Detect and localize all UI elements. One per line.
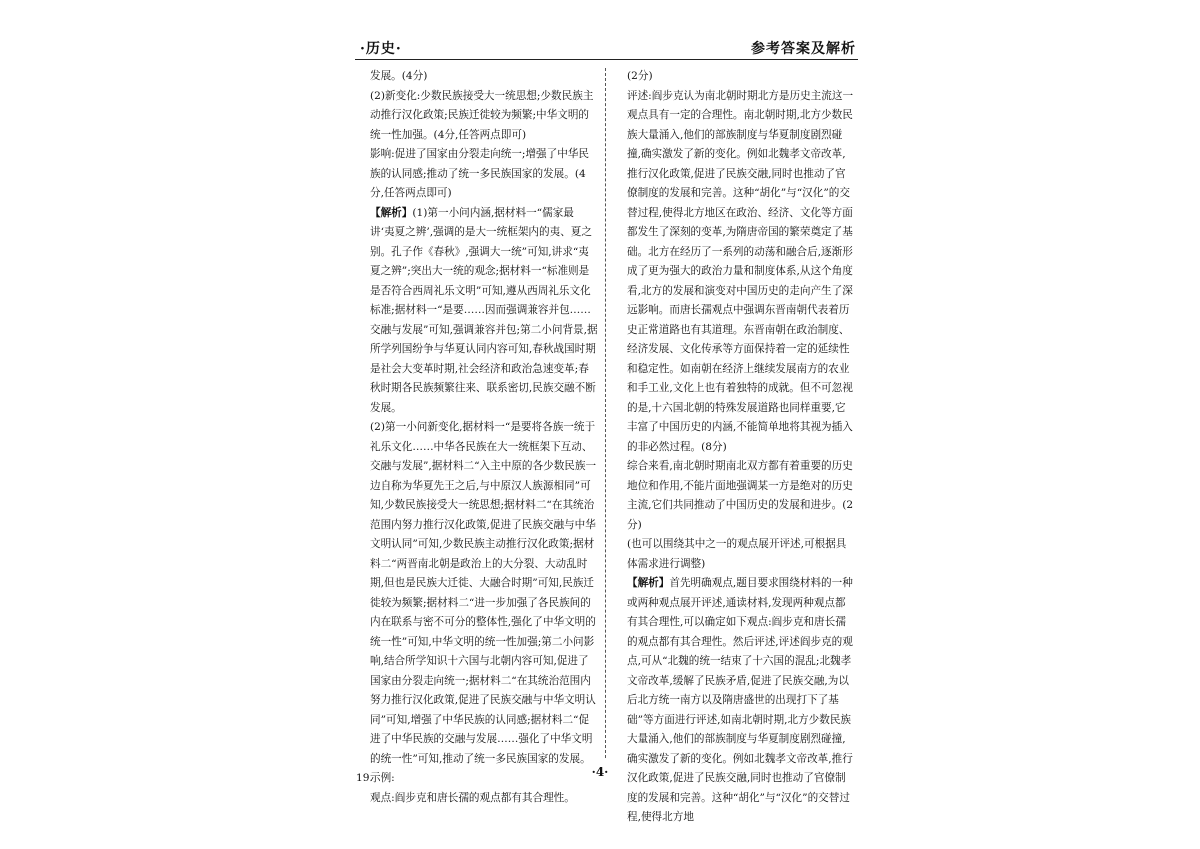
analysis-paragraph: (2)第一小问新变化,据材料一“是要将各族一统于礼乐文化……中华各民族在大一统框架下互动、交融与发展”,据材料二“入主中原的各少数民族一边自称为华夏先王之后,与中原汉人族源相同”可知,少数民族接受大一统思想;据材料二“在其统治范围内努力推行汉化政策,促进了民族交融与中华文明认同”可知,少数民族主动推行汉化政策;据材料二“两晋南北朝是政治上的大分裂、大动乱时期,但也是民族大迁徙、大融合时期”可知,民族迁徙较为频繁;据材料二“进一步加强了各民族间的内在联系与密不可分的整体性,强化了中华文明的统一性”可知,中华文明的统一性加强;第二小问影响,结合所学知识十六国与北朝内容可知,促进了国家由分裂走向统一;据材料二“在其统治范围内努力推行汉化政策,促进了民族交融与中华文明认同”可知,增强了中华民族的认同感;据材料二“促进了中华民族的交融与发展……强化了中华文明的统一性”可知,推动了统一多民族国家的发展。 xyxy=(370,421,597,765)
subject-label: ·历史· xyxy=(360,41,402,57)
analysis-paragraph xyxy=(370,204,598,419)
commentary-paragraph: 评述:阎步克认为南北朝时期北方是历史主流这一观点具有一定的合理性。南北朝时期,北方少数民族大量涌入,他们的部族制度与华夏制度剧烈碰撞,确实激发了新的变化。例如北魏孝文帝改革,推行汉化政策,促进了民族交融,同时也推动了官僚制度的发展和完善。这种“胡化”与“汉化”的交替过程,使得北方地区在政治、经济、文化等方面都发生了深刻的变革,为隋唐帝国的繁荣奠定了基础。北方在经历了一系列的动荡和融合后,逐渐形成了更为强大的政治力量和制度体系,从这个角度看,北方的发展和演变对中国历史的走向产生了深远影响。而唐长孺观点中强调东晋南朝代表着历史正常道路也有其道理。东晋南朝在政治制度、经济发展、文化传承等方面保持着一定的延续性和稳定性。如南朝在经济上继续发展南方的农业和手工业,文化上也有着独特的成就。但不可忽视的是,十六国北朝的特殊发展道路也同样重要,它丰富了中国历史的内涵,不能简单地将其视为插入的非必然过程。(8分) xyxy=(627,89,854,453)
viewpoint-paragraph: 观点:阎步克和唐长孺的观点都有其合理性。 xyxy=(370,791,575,804)
note-paragraph: (也可以围绕其中之一的观点展开评述,可根据具体需求进行调整) xyxy=(627,538,847,570)
score-note: (2分) xyxy=(627,70,653,82)
answer-paragraph: 影响:促进了国家由分裂走向统一;增强了中华民族的认同感;推动了统一多民族国家的发展。(4分,任答两点即可) xyxy=(370,148,590,199)
analysis-text: 首先明确观点,题目要求围绕材料的一种或两种观点展开评述,通读材料,发现两种观点都有其合理性,可以确定如下观点:阎步克和唐长孺的观点都有其合理性。然后评述,评述阎步克的观点,可从“北魏的统一结束了十六国的混乱;北魏孝文帝改革,缓解了民族矛盾,促进了民族交融,为以后北方统一南方以及隋唐盛世的出现打下了基础”等方面进行评述,如南北朝时期,北方少数民族大量涌入,他们的部族制度与华夏制度剧烈碰撞,确实激发了新的变化。例如北魏孝文帝改革,推行汉化政策,促进了民族交融,同时也推动了官僚制度的发展和完善。这种“胡化”与“汉化”的交替过程,使得北方地 xyxy=(627,577,853,823)
answer-paragraph: (2)新变化:少数民族接受大一统思想;少数民族主动推行汉化政策;民族迁徙较为频繁;中华文明的统一性加强。(4分,任答两点即可) xyxy=(370,89,594,141)
right-column xyxy=(627,67,855,828)
left-column xyxy=(356,67,598,808)
conclusion-paragraph: 综合来看,南北朝时期南北双方都有着重要的历史地位和作用,不能片面地强调某一方是绝对的历史主流,它们共同推动了中国历史的发展和进步。(2分) xyxy=(627,460,854,531)
section-title: 参考答案及解析 xyxy=(751,41,856,57)
column-divider xyxy=(605,68,606,758)
analysis-label: 【解析】 xyxy=(627,577,670,589)
example-label: 示例: xyxy=(370,772,395,784)
header-rule xyxy=(355,59,858,60)
page-number: ·4· xyxy=(591,765,609,779)
analysis-text: (1)第一小问内涵,据材料一“儒家最讲‘夷夏之辨’,强调的是大一统框架内的夷、夏之别。孔子作《春秋》,强调大一统”可知,讲求“夷夏之辨”;突出大一统的观念;据材料一“标准则是是否符合西周礼乐文明”可知,遵从西周礼乐文化标准;据材料一“是要……因而强调兼容并包……交融与发展”可知,强调兼容并包;第二小问背景,据所学列国纷争与华夏认同内容可知,春秋战国时期是社会大变革时期,社会经济和政治急速变革;春秋时期各民族频繁往来、联系密切,民族交融不断发展。 xyxy=(370,206,598,414)
analysis-label: 【解析】 xyxy=(370,206,413,219)
answer-paragraph: 发展。(4分) xyxy=(370,70,428,82)
analysis-paragraph xyxy=(627,574,855,828)
question-number: 19. xyxy=(356,772,373,784)
